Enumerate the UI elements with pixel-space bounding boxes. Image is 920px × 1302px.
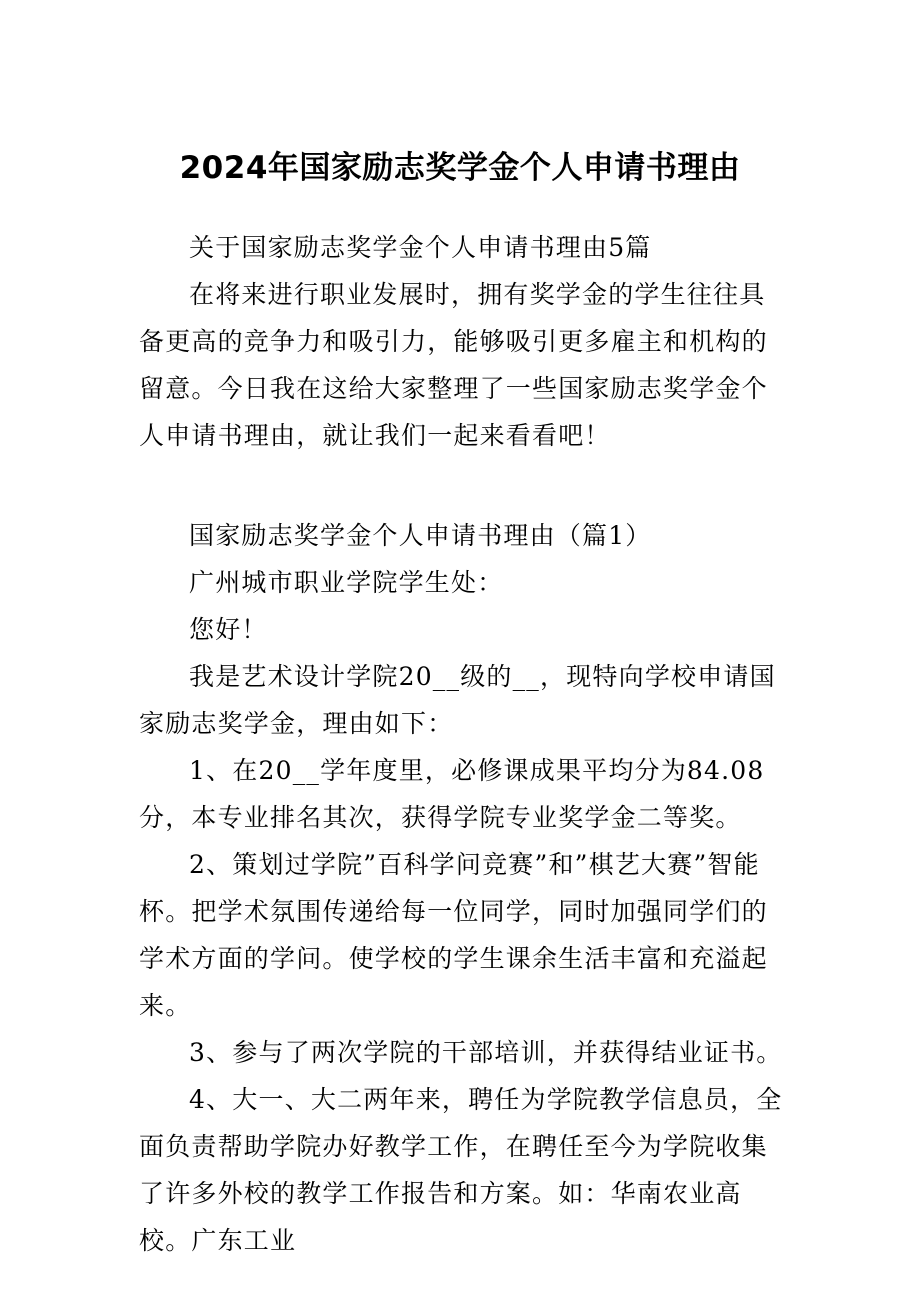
intro-block [139,224,784,459]
letter-recipient: 广州城市职业学院学生处： [189,568,504,597]
reason-item-2: 2、策划过学院”百科学问竞赛”和”棋艺大赛”智能杯。把学术氛围传递给每一位同学，同时加强同学们的学术方面的学问。使学校的学生课余生活丰富和充溢起来。 [139,850,768,1020]
letter-greeting: 您好！ [189,615,268,644]
reason-item-1: 1、在20__学年度里，必修课成果平均分为84.08分，本专业排名其次，获得学院专业奖学金二等奖。 [139,756,765,832]
reason-item-3: 3、参与了两次学院的干部培训，并获得结业证书。 [189,1038,783,1067]
intro-subtitle: 关于国家励志奖学金个人申请书理由5篇 [189,233,652,262]
document-title: 2024年国家励志奖学金个人申请书理由 [179,150,741,186]
letter-opening: 我是艺术设计学院20__级的__，现特向学校申请国家励志奖学金，理由如下： [139,662,776,738]
section-heading: 国家励志奖学金个人申请书理由（篇1） [189,521,652,550]
intro-summary: 在将来进行职业发展时，拥有奖学金的学生往往具备更高的竞争力和吸引力，能够吸引更多雇主和机构的留意。今日我在这给大家整理了一些国家励志奖学金个人申请书理由，就让我们一起来看看吧！ [139,280,768,450]
section-1 [139,512,784,1264]
reason-item-4: 4、大一、大二两年来，聘任为学院教学信息员，全面负责帮助学院办好教学工作，在聘任至今为学院收集了许多外校的教学工作报告和方案。如：华南农业高校。广东工业 [139,1085,783,1255]
